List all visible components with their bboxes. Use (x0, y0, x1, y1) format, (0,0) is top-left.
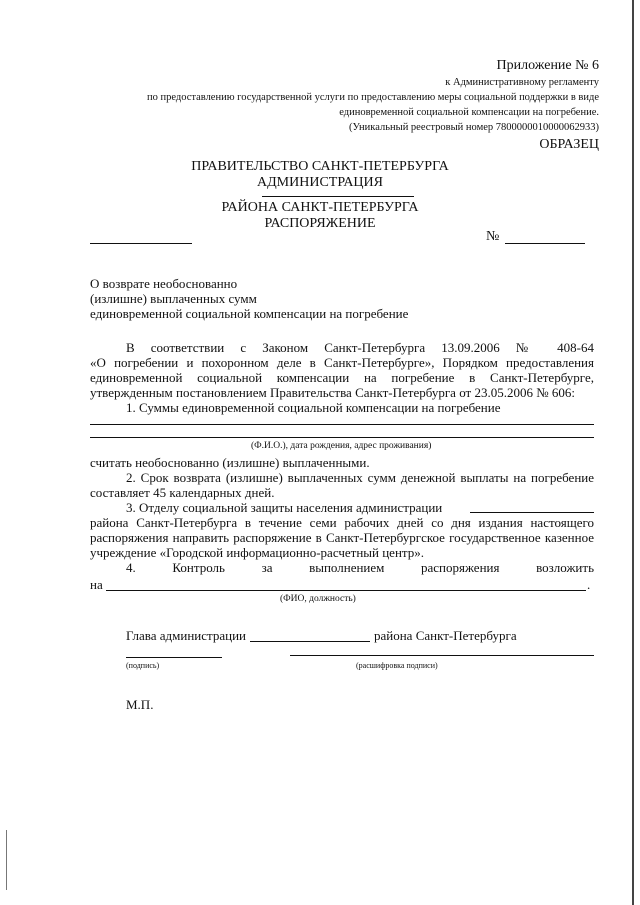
item-1-end: считать необоснованно (излишне) выплаченными. (90, 455, 370, 470)
item-2-line-1: 2. Срок возврата (излишне) выплаченных сумм денежной выплаты на погребение (126, 470, 594, 485)
subject-line-1: О возврате необоснованно (90, 276, 238, 291)
decode-caption: (расшифровка подписи) (356, 661, 438, 670)
sample-label: ОБРАЗЕЦ (539, 137, 599, 152)
item-4-dot: . (587, 577, 591, 592)
appendix-number: Приложение № 6 (496, 58, 599, 73)
head-of-administration: Глава администрации (126, 628, 247, 643)
order-title: РАСПОРЯЖЕНИЕ (264, 216, 376, 231)
stamp-place: М.П. (126, 697, 154, 712)
item-2-line-2: составляет 45 календарных дней. (90, 485, 275, 500)
intro-line-4: утвержденным постановлением Правительства Санкт-Петербурга от 23.05.2006 № 606: (90, 385, 575, 400)
item-3-line-3: распоряжения направить распоряжение в Санкт-Петербургское государственное казенное (90, 530, 594, 545)
administration-title: АДМИНИСТРАЦИЯ (257, 175, 383, 190)
district-signature-label: района Санкт-Петербурга (374, 628, 517, 643)
item-3-blank (470, 512, 594, 513)
position-caption: (ФИО, должность) (280, 594, 356, 604)
district-name-blank (262, 196, 414, 197)
item-1-text: 1. Суммы единовременной социальной компенсации на погребение (126, 400, 501, 415)
registry-number: (Уникальный реестровый номер 7800000010000062933) (349, 122, 599, 133)
date-blank (90, 243, 192, 244)
district-signature-blank (250, 641, 370, 642)
item-3-line-2: района Санкт-Петербурга в течение семи рабочих дней со дня издания настоящего (90, 515, 594, 530)
scan-edge-right (632, 0, 634, 905)
regulation-line-2: по предоставлению государственной услуги по предоставлению меры социальной поддержки в виде (146, 92, 599, 103)
subject-line-2: (излишне) выплаченных сумм (90, 291, 257, 306)
item-1-blank-1 (90, 424, 594, 425)
regulation-line-3: единовременной социальной компенсации на погребение. (339, 107, 599, 118)
item-3-line-4: учреждение «Городской информационно-расчетный центр». (90, 545, 425, 560)
item-4-on: на (90, 577, 103, 592)
scan-edge-left (6, 830, 7, 890)
number-label: № (486, 229, 500, 244)
government-title: ПРАВИТЕЛЬСТВО САНКТ-ПЕТЕРБУРГА (191, 159, 449, 174)
signature-blank (126, 657, 222, 658)
intro-line-2: «О погребении и похоронном деле в Санкт-Петербурге», Порядком предоставления (90, 355, 594, 370)
intro-line-3: единовременной социальной компенсации на погребение в Санкт-Петербурге, (90, 370, 594, 385)
subject-line-3: единовременной социальной компенсации на погребение (90, 306, 409, 321)
item-4-line-1: 4. Контроль за выполнением распоряжения возложить (126, 560, 594, 575)
fio-caption: (Ф.И.О.), дата рождения, адрес проживания) (251, 441, 432, 451)
item-4-blank (106, 590, 586, 591)
signature-caption: (подпись) (126, 661, 160, 670)
item-3-line-1: 3. Отделу социальной защиты населения администрации (126, 500, 443, 515)
intro-line-1: В соответствии с Законом Санкт-Петербурга 13.09.2006 № 408-64 (126, 340, 594, 355)
number-blank (505, 243, 585, 244)
regulation-line-1: к Административному регламенту (445, 77, 599, 88)
item-1-blank-2 (90, 437, 594, 438)
signature-decode-blank (290, 655, 594, 656)
district-title: РАЙОНА САНКТ-ПЕТЕРБУРГА (221, 200, 419, 215)
